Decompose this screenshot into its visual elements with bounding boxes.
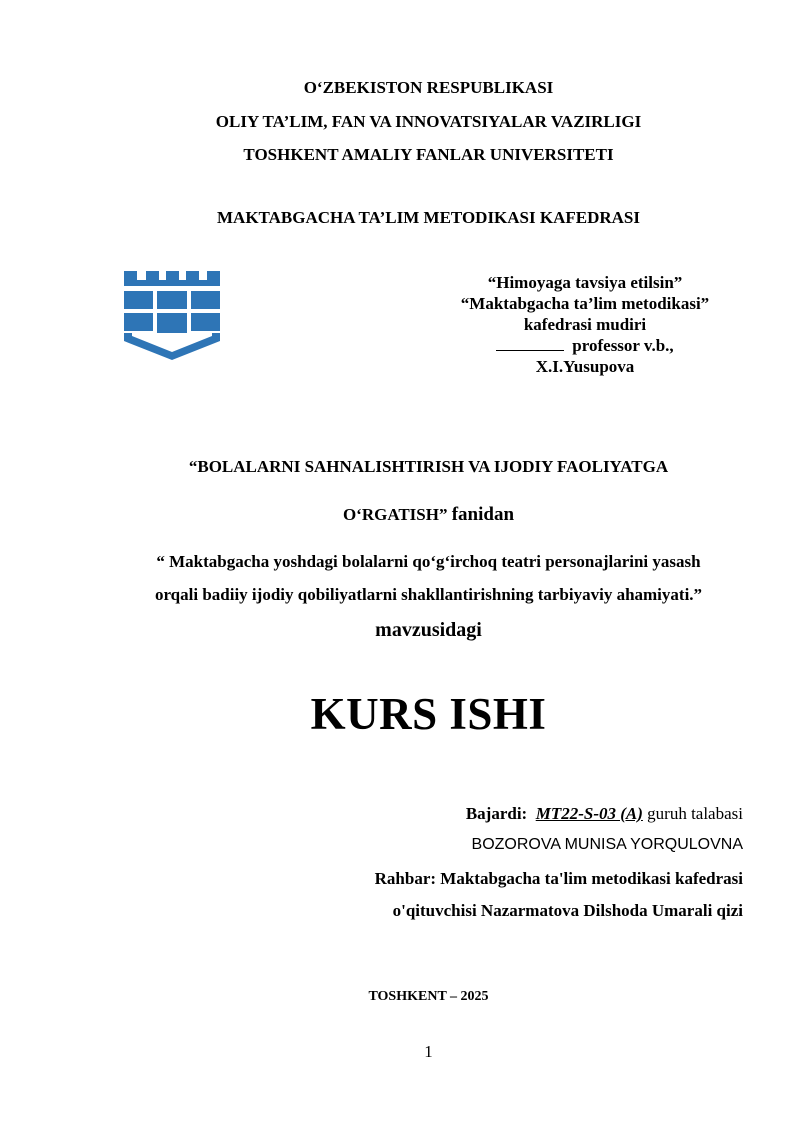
- approval-head-name: X.I.Yusupova: [535, 357, 635, 376]
- header-country: O‘ZBEKISTON RESPUBLIKASI: [303, 78, 554, 97]
- header-department: MAKTABGACHA TA’LIM METODIKASI KAFEDRASI: [217, 208, 640, 227]
- subject-line-1: “BOLALARNI SAHNALISHTIRISH VA IJODIY FAOLIYATGA: [188, 457, 669, 476]
- university-shield-logo-icon: [122, 271, 222, 361]
- signature-blank: [496, 336, 564, 351]
- author-name: BOZOROVA MUNISA YORQULOVNA: [471, 836, 743, 853]
- city-year: TOSHKENT – 2025: [368, 989, 489, 1004]
- subject-line-2: [0, 504, 800, 526]
- header-ministry: OLIY TA’LIM, FAN VA INNOVATSIYALAR VAZIRLIGI: [215, 112, 642, 131]
- supervisor-line-2: o'qituvchisi Nazarmatova Dilshoda Umarali qizi: [392, 901, 743, 920]
- subject-line-2-caps: O‘RGATISH”: [342, 505, 448, 524]
- author-group: MT22-S-03 (A): [535, 804, 643, 823]
- subject-line-2-tail: fanidan: [451, 504, 515, 525]
- page-number: 1: [424, 1042, 433, 1061]
- approval-block: [440, 272, 730, 377]
- approval-recommendation: “Himoyaga tavsiya etilsin”: [487, 273, 683, 292]
- approval-signature-line: [440, 335, 730, 356]
- header-university: TOSHKENT AMALIY FANLAR UNIVERSITETI: [243, 145, 614, 164]
- topic-line-1: “ Maktabgacha yoshdagi bolalarni qo‘g‘irchoq teatri personajlarini yasash: [156, 552, 701, 571]
- supervisor-line-1: Rahbar: Maktabgacha ta'lim metodikasi kafedrasi: [374, 869, 743, 888]
- approval-department-name: “Maktabgacha ta’lim metodikasi”: [460, 294, 710, 313]
- topic-line-3: mavzusidagi: [375, 619, 482, 641]
- approval-head-title: kafedrasi mudiri: [523, 315, 647, 334]
- author-label: Bajardi:: [465, 804, 528, 823]
- approval-rank: professor v.b.,: [572, 336, 674, 355]
- topic-line-2: orqali badiiy ijodiy qobiliyatlarni shakllantirishning tarbiyaviy ahamiyati.”: [154, 585, 703, 604]
- author-group-suffix: guruh talabasi: [647, 804, 743, 823]
- work-type-title: KURS ISHI: [310, 689, 547, 739]
- author-group-line: [466, 804, 743, 824]
